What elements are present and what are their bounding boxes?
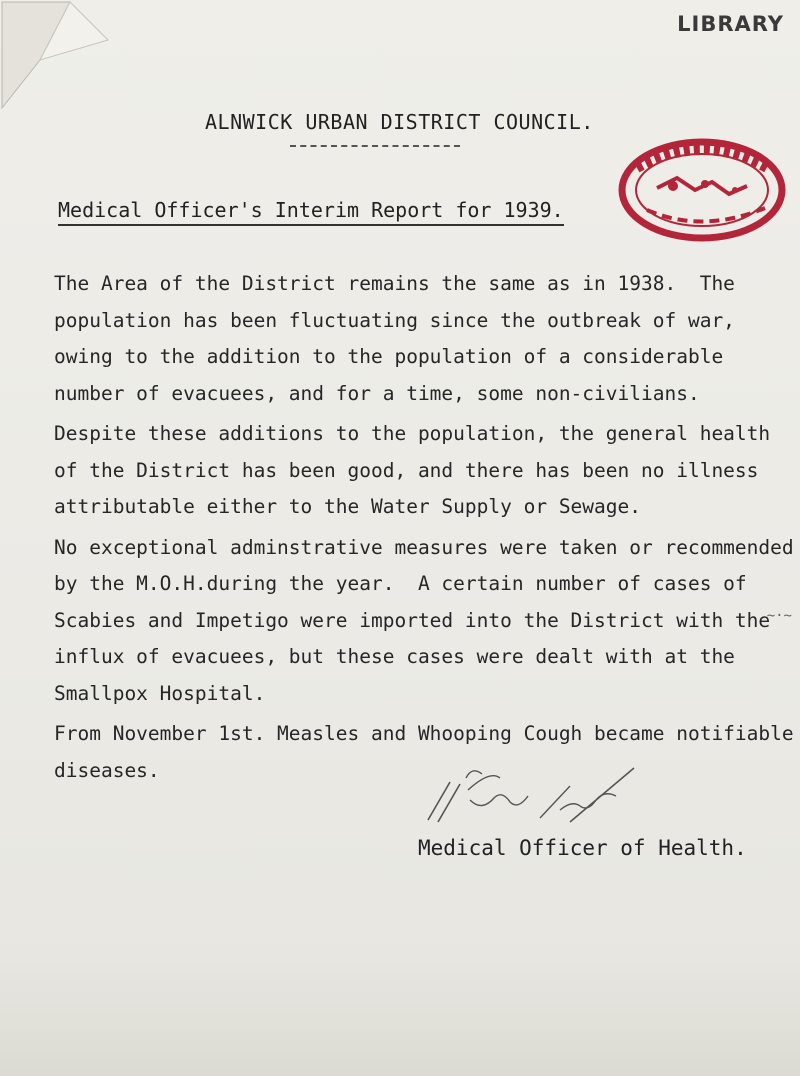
text-line: influx of evacuees, but these cases were dealt with at the — [54, 645, 735, 668]
page-discoloration — [0, 956, 800, 1076]
heading-underline — [290, 145, 460, 147]
text-line: Despite these additions to the population, the general health — [54, 422, 771, 445]
paragraph-area — [54, 266, 790, 412]
paragraph-measures — [54, 530, 794, 713]
text-line: population has been fluctuating since the outbreak of war, — [54, 308, 735, 332]
signatory-title: Medical Officer of Health. — [418, 836, 747, 860]
library-stamp: LIBRARY — [677, 12, 784, 36]
text-line: attributable either to the Water Supply or Sewage. — [54, 495, 641, 518]
torn-corner-mark — [0, 0, 110, 110]
text-line: diseases. — [54, 758, 160, 782]
council-heading: ALNWICK URBAN DISTRICT COUNCIL. — [205, 110, 594, 134]
report-title: Medical Officer's Interim Report for 1939. — [58, 198, 564, 226]
text-line: owing to the addition to the population of a considerable — [54, 345, 724, 368]
text-line: No exceptional adminstrative measures were taken or recommended — [54, 535, 794, 559]
text-line: From November 1st. Measles and Whooping Cough became notifiable — [54, 722, 794, 745]
handwritten-signature — [420, 760, 650, 830]
text-line: Smallpox Hospital. — [54, 681, 266, 705]
text-line: of the District has been good, and there has been no illness — [54, 458, 759, 482]
council-seal-stamp — [617, 138, 787, 242]
text-line: Scabies and Impetigo were imported into the District with the — [54, 608, 771, 632]
paragraph-health — [54, 416, 790, 526]
margin-mark: ~·~ — [766, 608, 792, 624]
text-line: number of evacuees, and for a time, some non-civilians. — [54, 381, 700, 405]
text-line: The Area of the District remains the same as in 1938. The — [54, 272, 735, 295]
text-line: by the M.O.H.during the year. A certain number of cases of — [54, 572, 747, 595]
report-body — [54, 266, 794, 789]
